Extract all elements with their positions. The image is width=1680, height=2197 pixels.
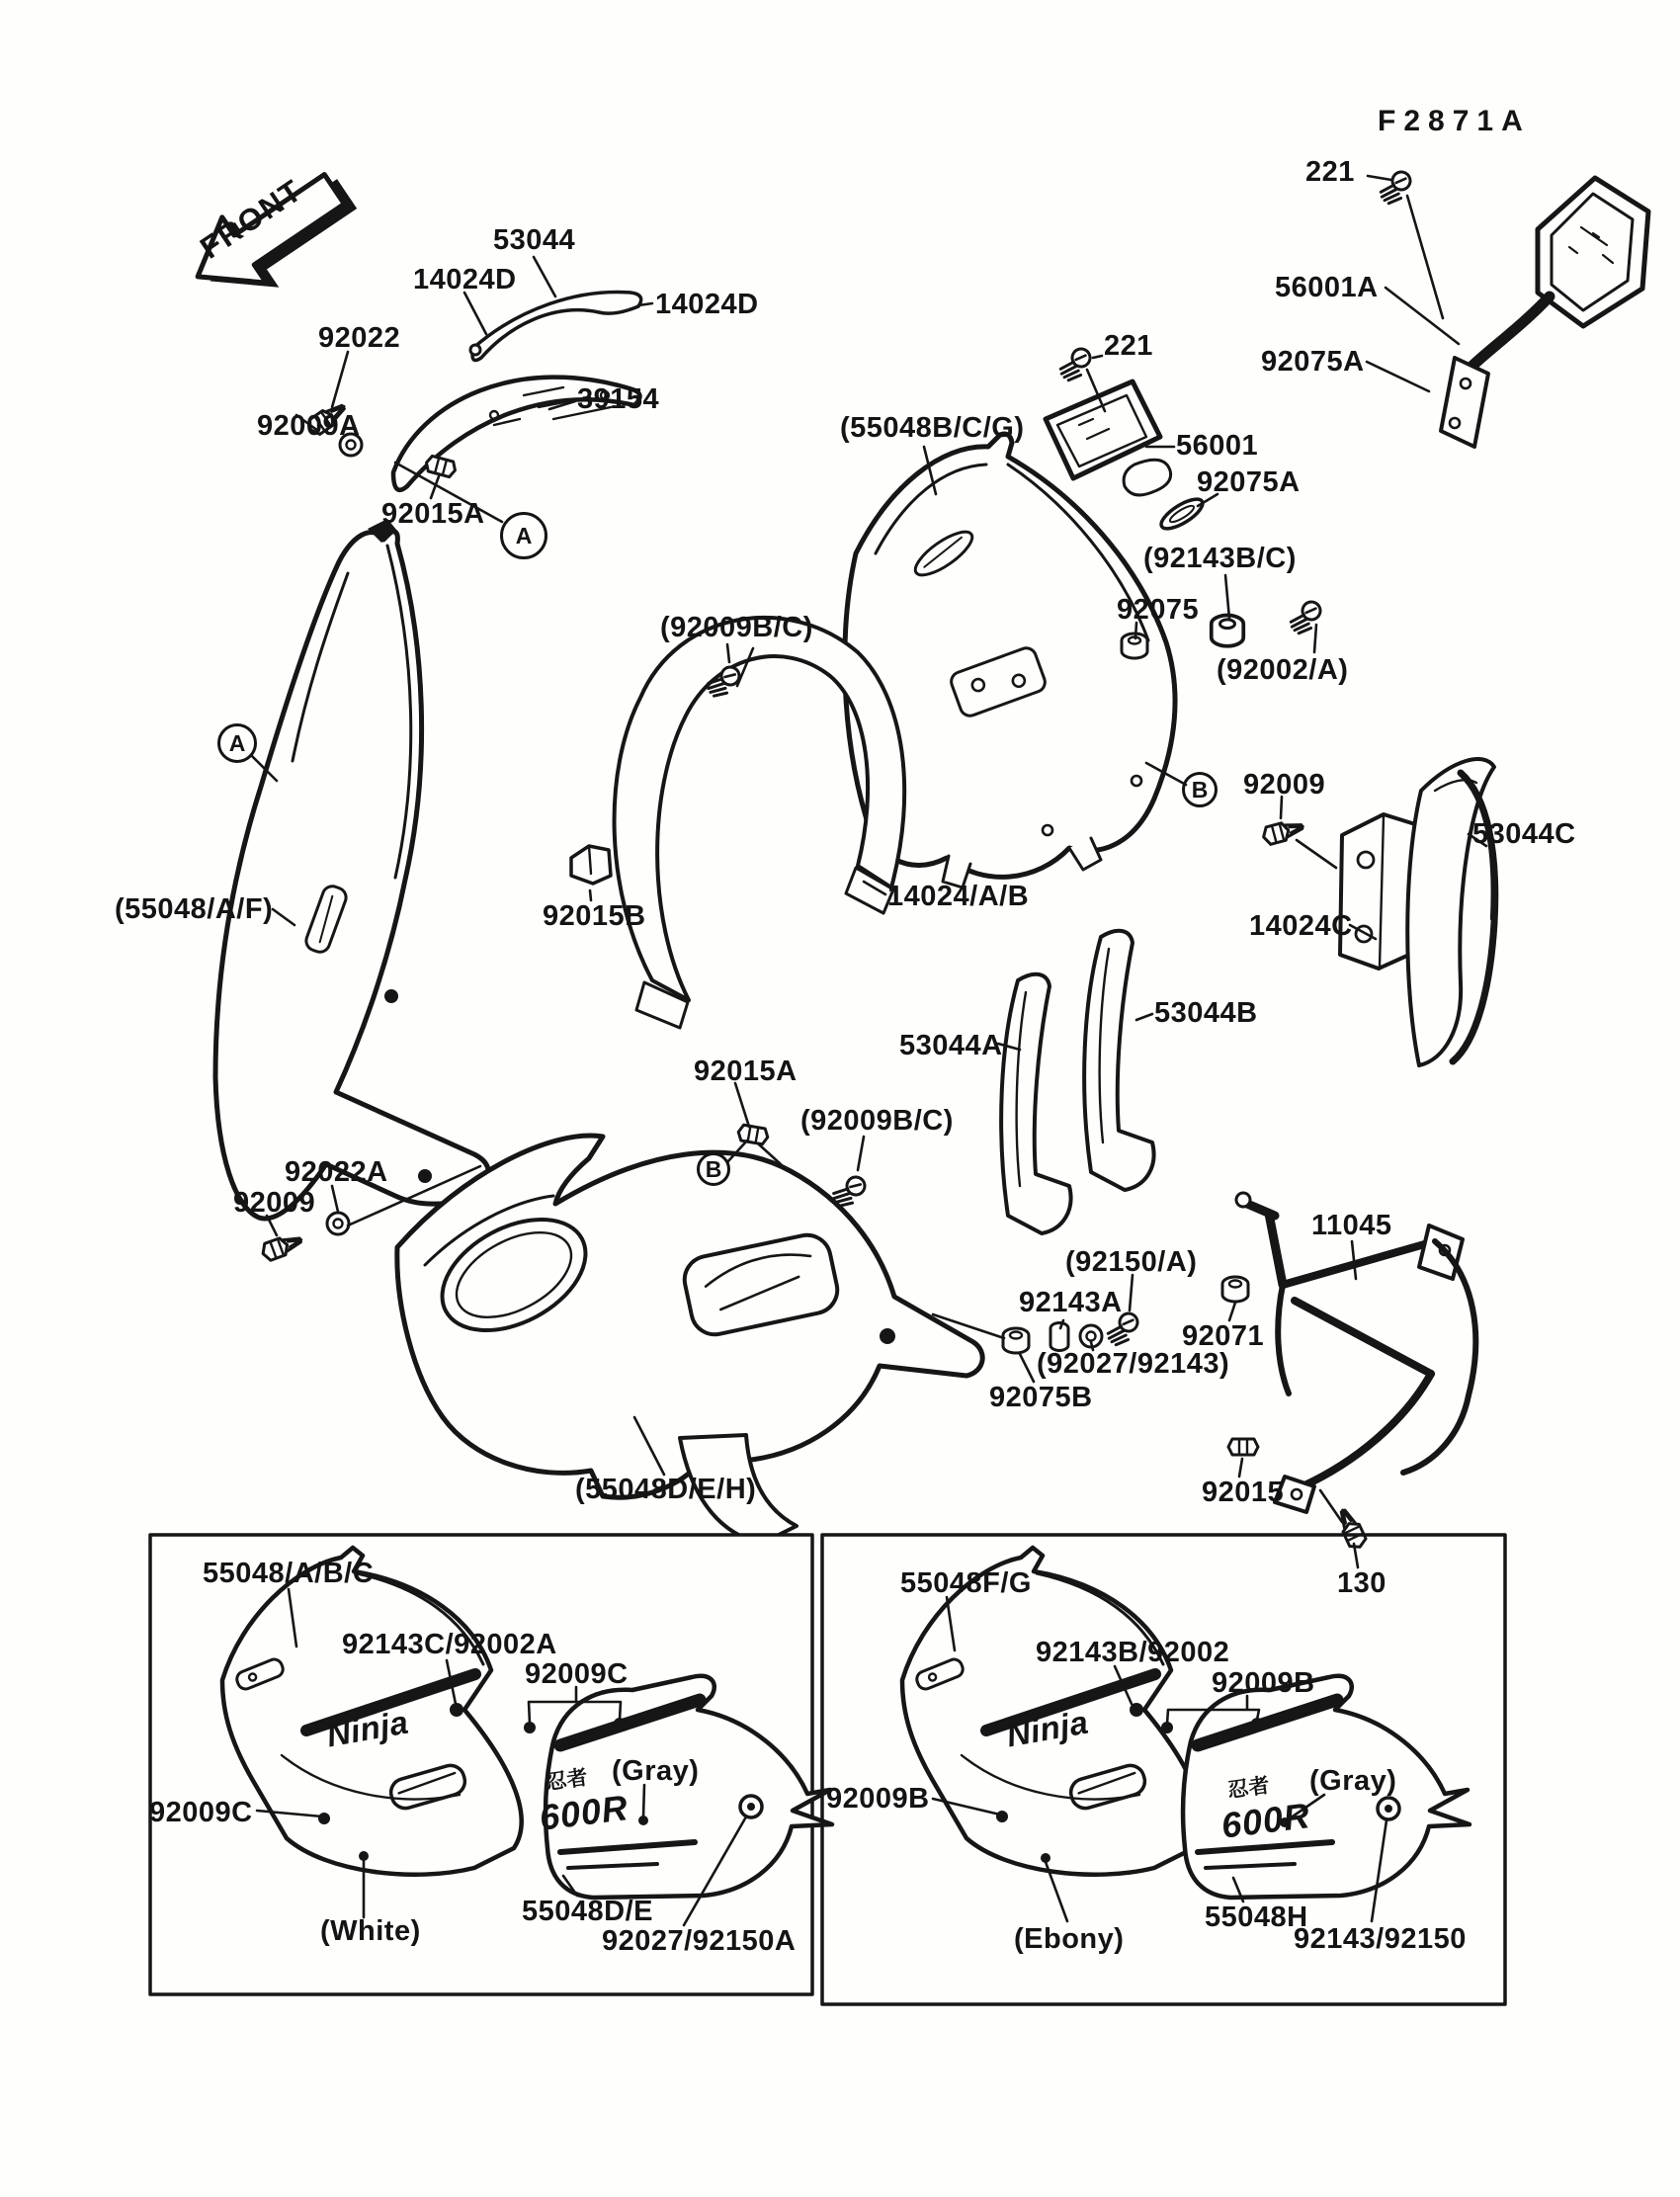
logo-600r-left: 600R [537,1787,631,1838]
label-221-mirror: 221 [1305,156,1355,188]
label-92009b-left: 92009B [826,1783,930,1815]
logo-ninja-left: Ninja [323,1703,412,1754]
label-92009a: 92009A [257,410,361,442]
label-92015a-lower: 92015A [694,1056,798,1087]
label-92009bc-lower: (92009B/C) [800,1105,954,1137]
label-92002a: (92002/A) [1217,654,1349,686]
label-14024d-right: 14024D [655,289,759,320]
logo-ninja-right: Ninja [1003,1703,1092,1754]
ref-b-2: B [697,1152,730,1186]
label-92071: 92071 [1182,1320,1265,1352]
label-92009c-left: 92009C [149,1797,253,1828]
label-11045: 11045 [1311,1210,1392,1241]
note-gray-left: (Gray) [612,1755,700,1787]
label-92027-92150a: 92027/92150A [602,1925,797,1957]
ref-a-2: A [217,723,257,763]
label-55048deh: (55048D/E/H) [575,1474,757,1505]
label-92009bc-upper: (92009B/C) [660,612,813,643]
label-53044a: 53044A [899,1030,1003,1061]
label-221-mid: 221 [1104,330,1153,362]
label-39154: 39154 [577,383,660,415]
label-92009c-top: 92009C [525,1658,629,1690]
label-92075b: 92075B [989,1382,1093,1413]
label-92075a-mid: 92075A [1197,466,1301,498]
note-gray-right: (Gray) [1309,1765,1397,1797]
note-white: (White) [320,1915,421,1947]
label-92015b: 92015B [543,900,646,932]
label-92143c-92002a: 92143C/92002A [342,1629,557,1660]
label-56001: 56001 [1176,430,1259,462]
front-arrow-label: FRONT [194,172,309,266]
note-ebony: (Ebony) [1014,1923,1125,1955]
label-92015: 92015 [1202,1477,1285,1508]
label-55048abc: 55048/A/B/C [203,1558,375,1589]
label-14024ab: 14024/A/B [887,881,1030,912]
label-53044: 53044 [493,224,576,256]
label-92143bc: (92143B/C) [1143,543,1297,574]
label-92022a: 92022A [285,1156,388,1188]
label-56001a: 56001A [1275,272,1379,303]
label-92143a: 92143A [1019,1287,1123,1318]
ref-b-1: B [1182,772,1218,807]
label-55048de: 55048D/E [522,1896,653,1927]
figure-code: F2871A [1378,105,1531,137]
label-92143-92150: 92143/92150 [1294,1923,1467,1955]
label-92009-left: 92009 [233,1187,316,1219]
label-92143b-92002: 92143B/92002 [1036,1637,1230,1668]
label-92075: 92075 [1117,594,1200,626]
label-130: 130 [1337,1567,1386,1599]
logo-600r-right: 600R [1218,1795,1313,1846]
label-92150a: (92150/A) [1065,1246,1198,1278]
logo-kanji-right: 忍者 [1225,1773,1272,1803]
label-53044b: 53044B [1154,997,1258,1029]
label-92009-right: 92009 [1243,769,1326,801]
label-92009b-top: 92009B [1212,1667,1315,1699]
label-92075a-mirror: 92075A [1261,346,1365,378]
label-55048h: 55048H [1205,1901,1308,1933]
label-14024c: 14024C [1249,910,1353,942]
ref-a-1: A [500,512,547,559]
label-92027-92143: (92027/92143) [1037,1348,1230,1380]
label-14024d-left: 14024D [413,264,517,296]
label-55048bcg: (55048B/C/G) [840,412,1025,444]
label-92022: 92022 [318,322,401,354]
label-92015a-top: 92015A [381,498,485,530]
label-55048fg: 55048F/G [900,1567,1032,1599]
logo-kanji-left: 忍者 [544,1765,590,1795]
label-53044c: 53044C [1472,818,1576,850]
label-55048af: (55048/A/F) [115,893,274,925]
